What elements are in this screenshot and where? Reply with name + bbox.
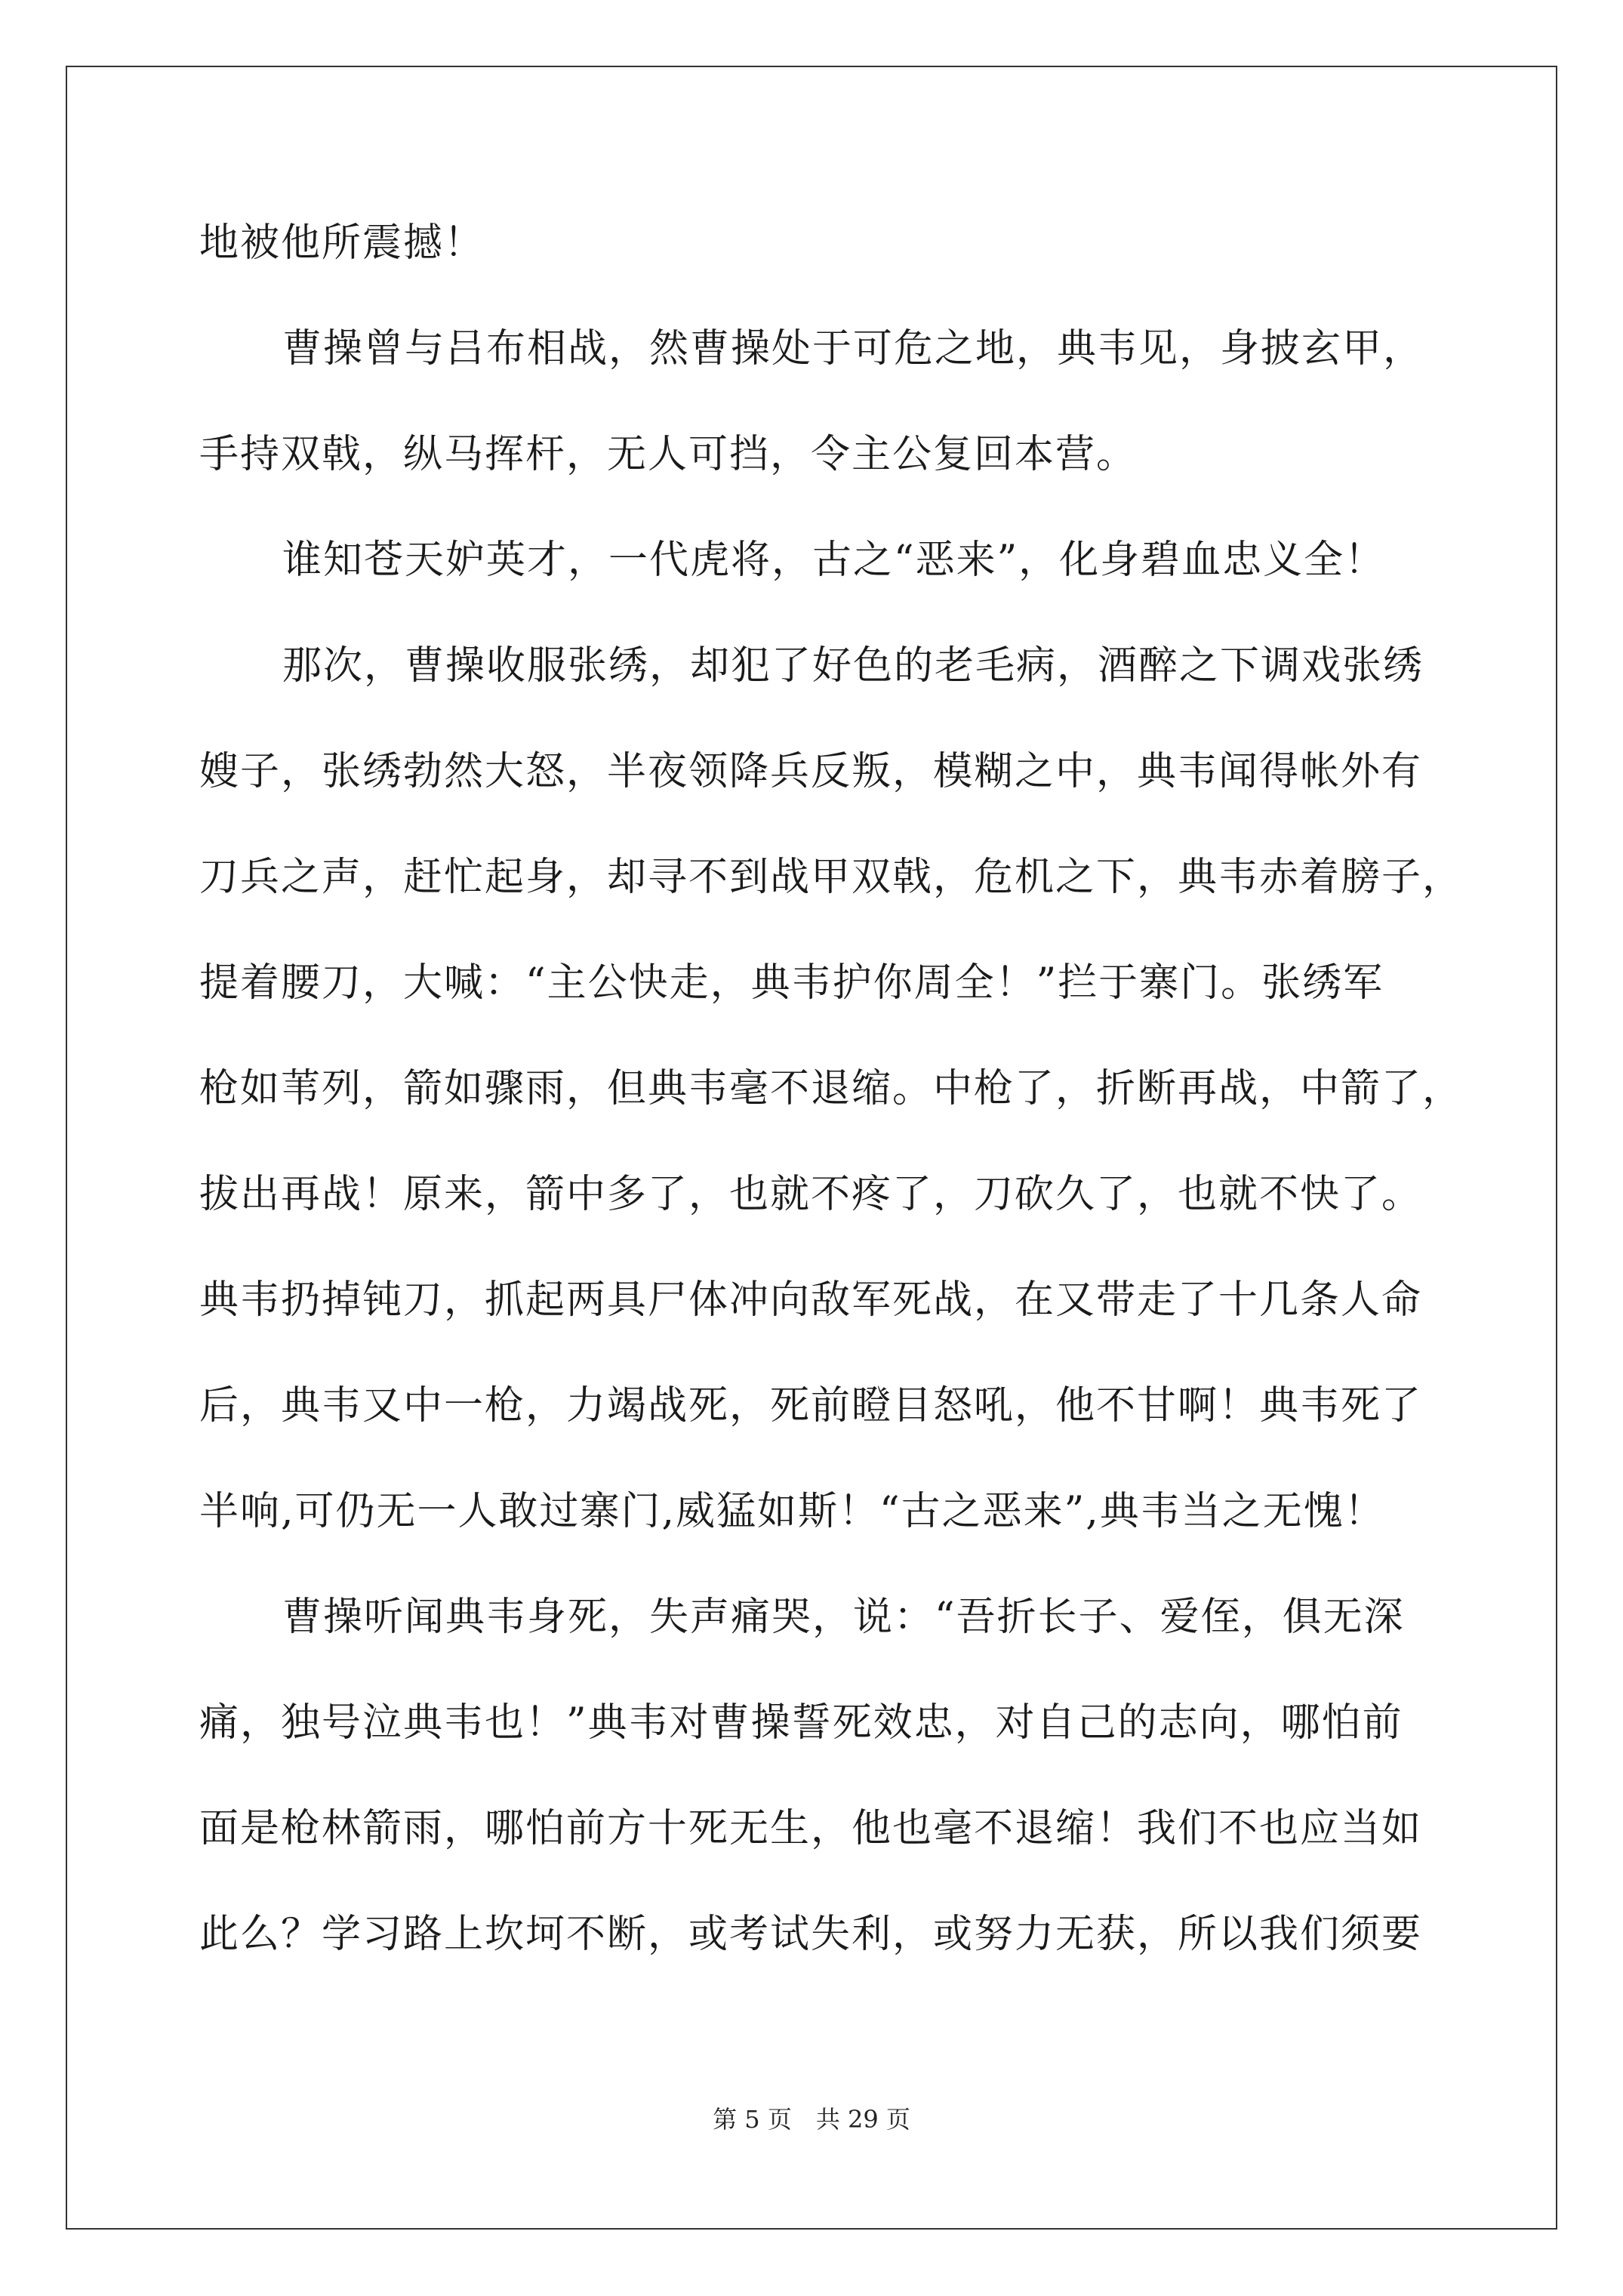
text-line: 拔出再战！原来，箭中多了，也就不疼了，刀砍久了，也就不快了。 bbox=[199, 1172, 1423, 1217]
text-line: 面是枪林箭雨，哪怕前方十死无生，他也毫不退缩！我们不也应当如 bbox=[199, 1806, 1423, 1851]
text-line: 提着腰刀，大喊：“主公快走，典韦护你周全！”拦于寨门。张绣军 bbox=[199, 960, 1384, 1006]
text-line: 那次，曹操收服张绣，却犯了好色的老毛病，酒醉之下调戏张绣 bbox=[282, 643, 1424, 689]
page-number-footer: 第 5 页 共 29 页 bbox=[713, 2105, 910, 2134]
text-line: 痛，独号泣典韦也！”典韦对曹操誓死效忠，对自己的志向，哪怕前 bbox=[199, 1700, 1403, 1746]
text-line: 后，典韦又中一枪，力竭战死，死前瞪目怒吼，他不甘啊！典韦死了 bbox=[199, 1383, 1423, 1428]
text-line: 曹操曾与吕布相战，然曹操处于可危之地，典韦见，身披玄甲， bbox=[282, 326, 1424, 371]
text-line: 枪如苇列，箭如骤雨，但典韦毫不退缩。中枪了，折断再战，中箭了， bbox=[199, 1066, 1464, 1111]
text-line: 刀兵之声，赶忙起身，却寻不到战甲双戟，危机之下，典韦赤着膀子， bbox=[199, 855, 1464, 900]
text-line: 手持双戟，纵马挥杆，无人可挡，令主公复回本营。 bbox=[199, 432, 1138, 477]
text-line: 谁知苍天妒英才，一代虎将，古之“恶来”，化身碧血忠义全！ bbox=[282, 538, 1386, 583]
text-line: 典韦扔掉钝刀，抓起两具尸体冲向敌军死战，在又带走了十几条人命 bbox=[199, 1277, 1423, 1323]
text-line: 此么？学习路上坎坷不断，或考试失利，或努力无获，所以我们须要 bbox=[199, 1912, 1423, 1957]
document-body bbox=[199, 190, 1483, 1987]
text-line: 半响,可仍无一人敢过寨门,威猛如斯！“古之恶来”,典韦当之无愧！ bbox=[199, 1489, 1385, 1534]
text-line: 曹操听闻典韦身死，失声痛哭，说：“吾折长子、爱侄，俱无深 bbox=[282, 1595, 1405, 1640]
text-line: 地被他所震撼！ bbox=[199, 220, 485, 266]
text-line: 嫂子，张绣勃然大怒，半夜领降兵反叛，模糊之中，典韦闻得帐外有 bbox=[199, 749, 1423, 794]
